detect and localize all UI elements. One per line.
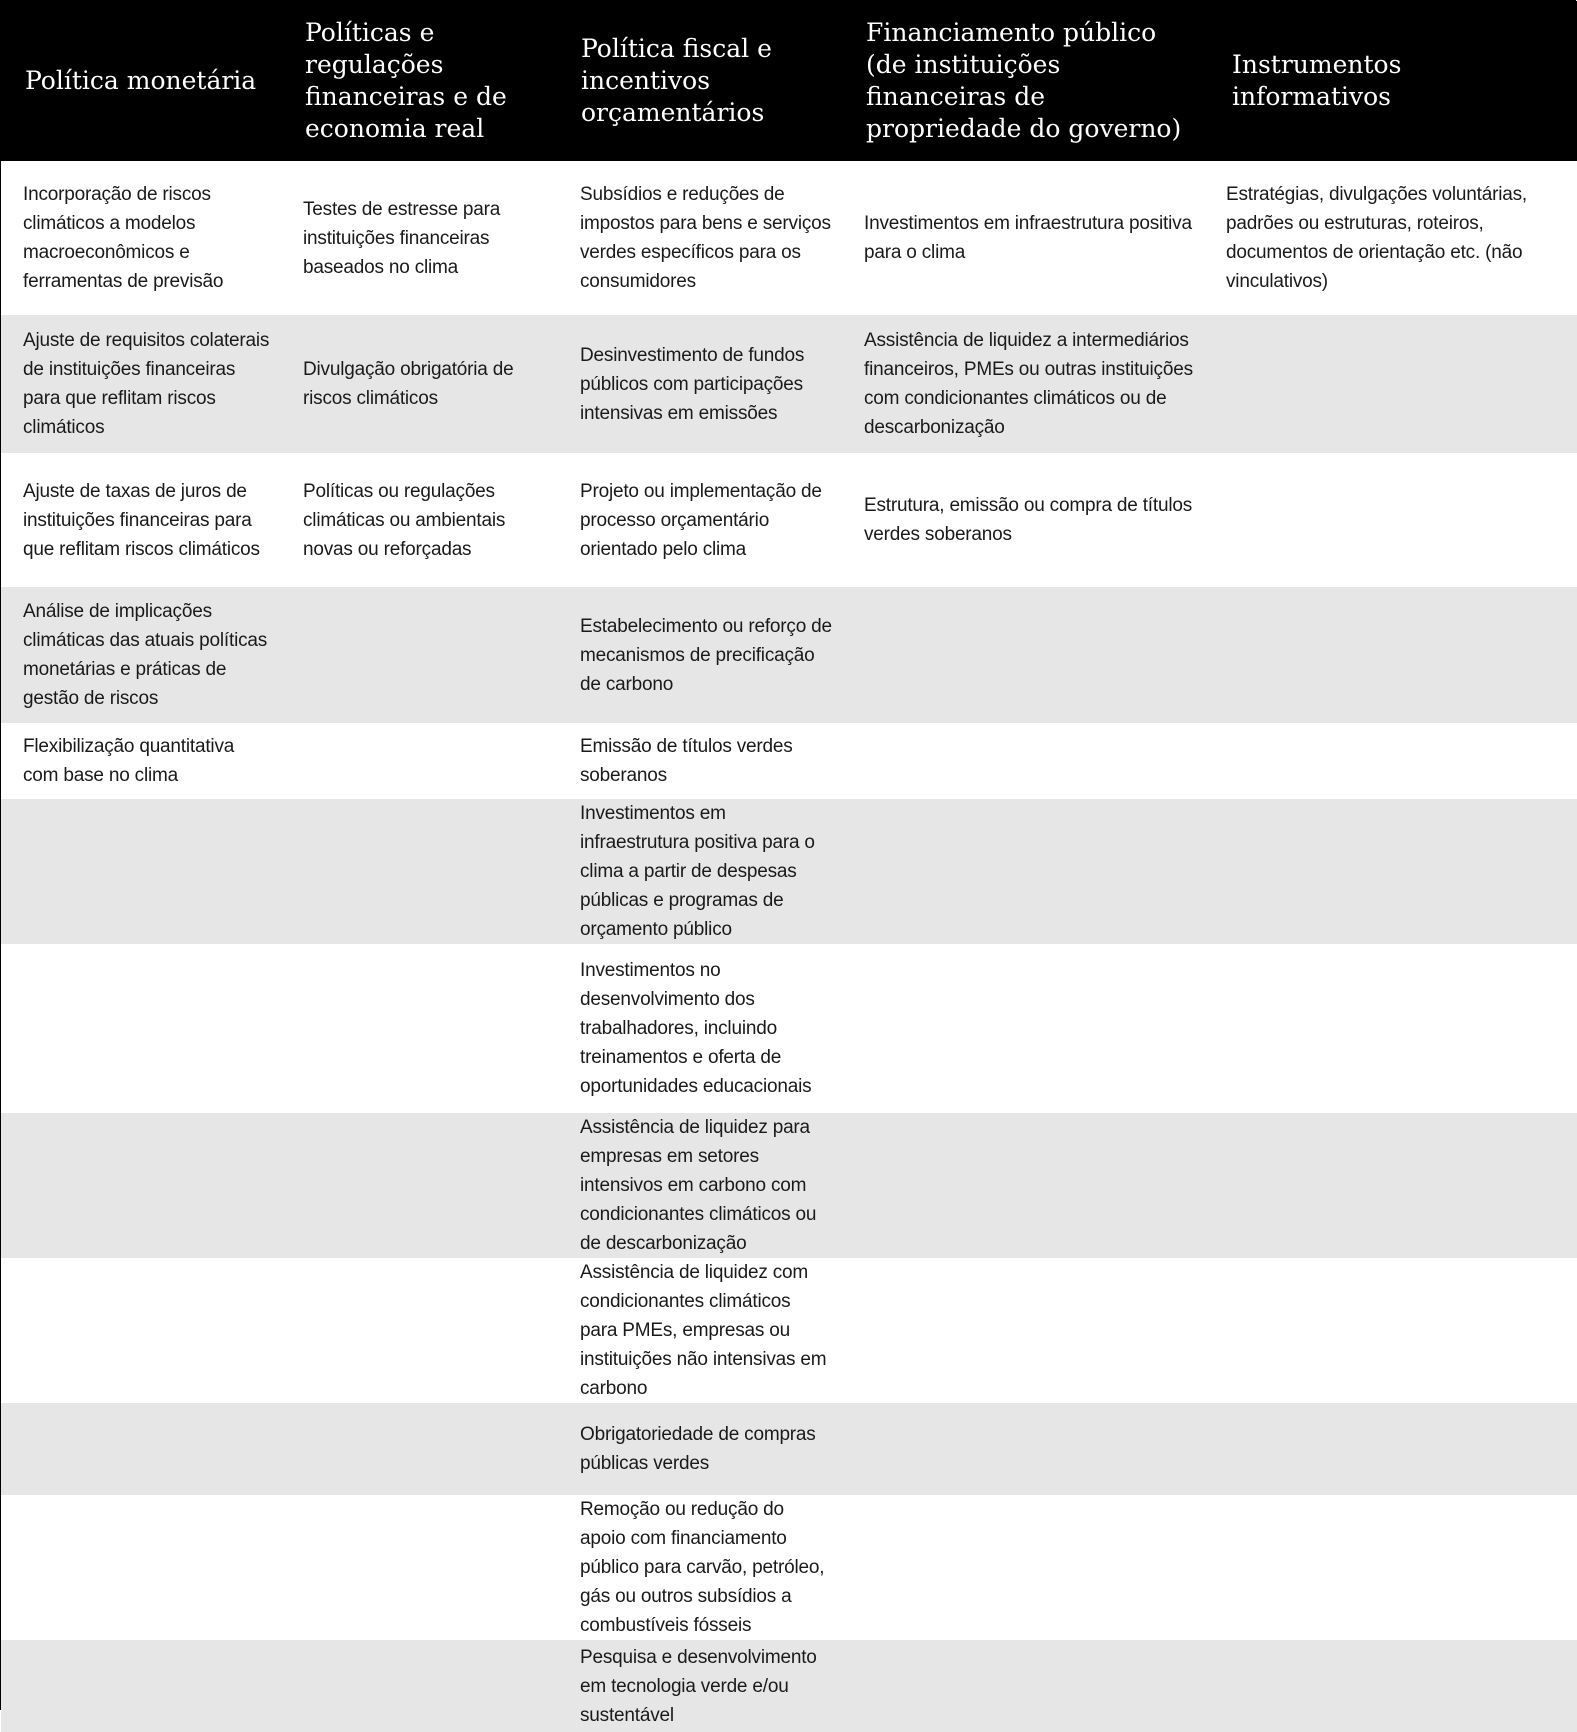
- table-row: [1, 587, 1577, 723]
- table-cell: Estratégias, divulgações voluntárias, padrões ou estruturas, roteiros, documentos de orientação etc. (não vinculativos): [1226, 184, 1527, 292]
- table-cell: Desinvestimento de fundos públicos com participações intensivas em emissões: [580, 344, 805, 424]
- header-financial-regulation: Políticas e regulações financeiras e de economia real: [305, 18, 507, 143]
- table-cell: [281, 1495, 558, 1640]
- table-cell: [842, 1113, 1208, 1258]
- table-row: [1, 799, 1577, 944]
- table-row: [1, 161, 1577, 315]
- table-cell: Incorporação de riscos climáticos a modelos macroeconômicos e ferramentas de previsão: [23, 184, 224, 292]
- table-cell: [842, 944, 1208, 1113]
- table-cell: [842, 723, 1208, 799]
- table-cell: [1208, 1113, 1577, 1258]
- table-cell: Flexibilização quantitativa com base no clima: [23, 736, 235, 786]
- table-cell: Pesquisa e desenvolvimento em tecnologia verde e/ou sustentável: [580, 1646, 817, 1726]
- table-cell: Análise de implicações climáticas das atuais políticas monetárias e práticas de gestão de riscos: [23, 601, 268, 709]
- table-cell: [1, 1495, 281, 1640]
- table-cell: [281, 944, 558, 1113]
- table-cell: [1, 944, 281, 1113]
- table-cell: Investimentos no desenvolvimento dos trabalhadores, incluindo treinamentos e oferta de oportunidades educacionais: [580, 960, 812, 1097]
- table-cell: [281, 587, 558, 723]
- header-monetary-policy: Política monetária: [25, 66, 257, 95]
- table-cell: [1208, 799, 1577, 944]
- table-cell: [281, 1403, 558, 1495]
- table-cell: [281, 1113, 558, 1258]
- table-cell: [1208, 1258, 1577, 1403]
- table-cell: [842, 1403, 1208, 1495]
- policy-instruments-table: [1, 1, 1577, 1732]
- header-informative-instruments: Instrumentos informativos: [1232, 50, 1402, 111]
- table-cell: Emissão de títulos verdes soberanos: [580, 736, 793, 786]
- table-cell: [842, 1258, 1208, 1403]
- table-cell: Subsídios e reduções de impostos para bens e serviços verdes específicos para os consumidores: [580, 184, 831, 292]
- table-cell: [281, 723, 558, 799]
- table-cell: Divulgação obrigatória de riscos climáticos: [303, 359, 514, 409]
- table-cell: Ajuste de taxas de juros de instituições financeiras para que reflitam riscos climáticos: [23, 480, 260, 560]
- table-cell: Investimentos em infraestrutura positiva para o clima a partir de despesas públicas e programas de orçamento público: [580, 803, 815, 940]
- header-fiscal-policy: Política fiscal e incentivos orçamentários: [581, 34, 772, 127]
- table-cell: Investimentos em infraestrutura positiva para o clima: [864, 213, 1192, 263]
- table-row: [1, 1640, 1577, 1732]
- table-row: [1, 453, 1577, 587]
- table-cell: Testes de estresse para instituições financeiras baseados no clima: [303, 198, 501, 278]
- table-cell: [842, 799, 1208, 944]
- table-row: [1, 315, 1577, 453]
- table-cell: Obrigatoriedade de compras públicas verdes: [580, 1424, 816, 1474]
- table-cell: [1208, 453, 1577, 587]
- table-cell: Ajuste de requisitos colaterais de instituições financeiras para que reflitam riscos climáticos: [23, 330, 270, 438]
- table-cell: [1208, 723, 1577, 799]
- table-cell: [1, 1258, 281, 1403]
- table-cell: [1, 1113, 281, 1258]
- table-cell: [281, 1640, 558, 1732]
- table-row: [1, 1403, 1577, 1495]
- table-cell: [1, 799, 281, 944]
- table-cell: [1208, 1640, 1577, 1732]
- table-cell: [1208, 1495, 1577, 1640]
- table-cell: [1, 1640, 281, 1732]
- table-cell: Políticas ou regulações climáticas ou ambientais novas ou reforçadas: [303, 480, 506, 560]
- table-row: [1, 1258, 1577, 1403]
- table-cell: [1208, 587, 1577, 723]
- table-cell: Assistência de liquidez a intermediários financeiros, PMEs ou outras instituições com condicionantes climáticos ou de descarbonização: [864, 330, 1193, 438]
- table-cell: [842, 587, 1208, 723]
- table-cell: [281, 799, 558, 944]
- table-row: [1, 1113, 1577, 1258]
- table-cell: [1208, 315, 1577, 453]
- table-cell: [842, 1640, 1208, 1732]
- table-cell: Estabelecimento ou reforço de mecanismos de precificação de carbono: [580, 615, 832, 695]
- table-cell: [1, 1403, 281, 1495]
- table-row: [1, 944, 1577, 1113]
- table-cell: [281, 1258, 558, 1403]
- table-row: [1, 723, 1577, 799]
- table-cell: [842, 1495, 1208, 1640]
- table-cell: [1208, 944, 1577, 1113]
- table-cell: [1208, 1403, 1577, 1495]
- table-cell: Remoção ou redução do apoio com financiamento público para carvão, petróleo, gás ou outros subsídios a combustíveis fósseis: [580, 1499, 825, 1636]
- table-cell: Assistência de liquidez com condicionantes climáticos para PMEs, empresas ou instituições não intensivas em carbono: [580, 1262, 827, 1399]
- table-row: [1, 1495, 1577, 1640]
- table-cell: Projeto ou implementação de processo orçamentário orientado pelo clima: [580, 480, 822, 560]
- table-cell: Estrutura, emissão ou compra de títulos verdes soberanos: [864, 495, 1193, 545]
- table-cell: Assistência de liquidez para empresas em setores intensivos em carbono com condicionantes climáticos ou de descarbonização: [580, 1117, 817, 1254]
- table-header-row: [1, 1, 1577, 161]
- header-public-financing: Financiamento público (de instituições financeiras de propriedade do governo): [866, 18, 1182, 143]
